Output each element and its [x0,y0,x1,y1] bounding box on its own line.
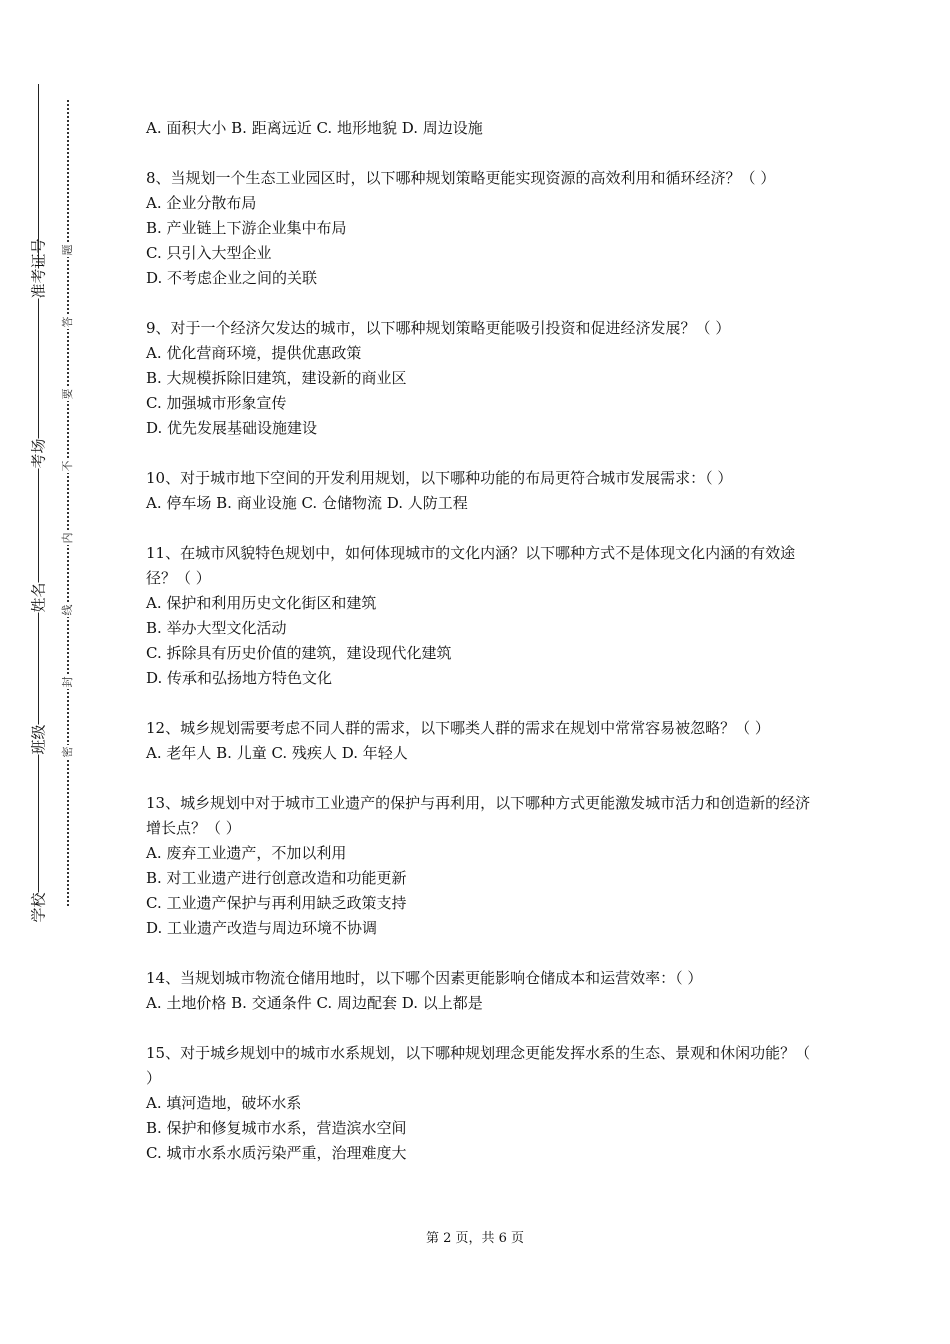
option-d: D. 传承和弘扬地方特色文化 [146,669,333,687]
seal-char: 封 [61,676,74,688]
question-8 [146,166,816,291]
option-a: A. 保护和利用历史文化街区和建筑 [146,594,377,612]
option-a: A. 填河造地，破坏水系 [146,1094,302,1112]
option-d: D. 工业遗产改造与周边环境不协调 [146,919,378,937]
binding-solid-line [38,84,39,914]
option-b: B. 产业链上下游企业集中布局 [146,219,347,237]
question-15 [146,1041,816,1166]
option-line: A. 土地价格 B. 交通条件 C. 周边配套 D. 以上都是 [146,994,483,1012]
option-line: A. 面积大小 B. 距离远近 C. 地形地貌 D. 周边设施 [146,119,483,137]
binding-margin [0,0,110,1344]
field-exam-room: 考场 [29,438,48,469]
option-b: B. 大规模拆除旧建筑，建设新的商业区 [146,369,407,387]
seal-char: 不 [61,460,74,472]
page-number: 第 2 页，共 6 页 [425,1231,525,1246]
seal-char: 内 [61,532,74,544]
field-name: 姓名 [29,582,48,613]
binding-dotted-line [67,100,69,906]
option-line: A. 老年人 B. 儿童 C. 残疾人 D. 年轻人 [146,744,408,762]
option-line: A. 停车场 B. 商业设施 C. 仓储物流 D. 人防工程 [146,494,468,512]
seal-char: 线 [61,604,74,616]
seal-char: 要 [61,388,74,400]
question-list [146,116,816,1191]
option-c: C. 城市水系水质污染严重，治理难度大 [146,1144,407,1162]
option-c: C. 只引入大型企业 [146,244,272,262]
field-exam-number: 准考证号 [29,238,48,299]
question-14 [146,966,816,1016]
seal-char: 密 [61,746,74,758]
option-b: B. 对工业遗产进行创意改造和功能更新 [146,869,407,887]
question-stem: 15、对于城乡规划中的城市水系规划，以下哪种规划理念更能发挥水系的生态、景观和休闲功能？（ ） [146,1044,811,1087]
question-stem: 10、对于城市地下空间的开发利用规划，以下哪种功能的布局更符合城市发展需求：（ ） [146,469,733,487]
option-b: B. 保护和修复城市水系，营造滨水空间 [146,1119,407,1137]
question-stem: 9、对于一个经济欠发达的城市，以下哪种规划策略更能吸引投资和促进经济发展？（ ） [146,319,731,337]
question-10 [146,466,816,516]
field-class: 班级 [29,724,48,755]
option-a: A. 企业分散布局 [146,194,257,212]
question-stem: 12、城乡规划需要考虑不同人群的需求，以下哪类人群的需求在规划中常常容易被忽略？（ ） [146,719,770,737]
option-b: B. 举办大型文化活动 [146,619,287,637]
option-d: D. 不考虑企业之间的关联 [146,269,318,287]
question-7-tail [146,116,816,141]
seal-char: 题 [61,244,74,256]
option-a: A. 废弃工业遗产，不加以利用 [146,844,347,862]
option-c: C. 工业遗产保护与再利用缺乏政策支持 [146,894,407,912]
question-stem: 11、在城市风貌特色规划中，如何体现城市的文化内涵？以下哪种方式不是体现文化内涵的有效途径？（ ） [146,544,796,587]
question-stem: 8、当规划一个生态工业园区时，以下哪种规划策略更能实现资源的高效利用和循环经济？（ ） [146,169,776,187]
question-9 [146,316,816,441]
question-stem: 13、城乡规划中对于城市工业遗产的保护与再利用，以下哪种方式更能激发城市活力和创造新的经济增长点？（ ） [146,794,811,837]
option-c: C. 拆除具有历史价值的建筑，建设现代化建筑 [146,644,452,662]
field-school: 学校 [29,892,48,923]
question-13 [146,791,816,941]
option-c: C. 加强城市形象宣传 [146,394,287,412]
question-stem: 14、当规划城市物流仓储用地时，以下哪个因素更能影响仓储成本和运营效率：（ ） [146,969,703,987]
option-d: D. 优先发展基础设施建设 [146,419,318,437]
question-12 [146,716,816,766]
seal-char: 答 [61,316,74,328]
question-11 [146,541,816,691]
option-a: A. 优化营商环境，提供优惠政策 [146,344,362,362]
